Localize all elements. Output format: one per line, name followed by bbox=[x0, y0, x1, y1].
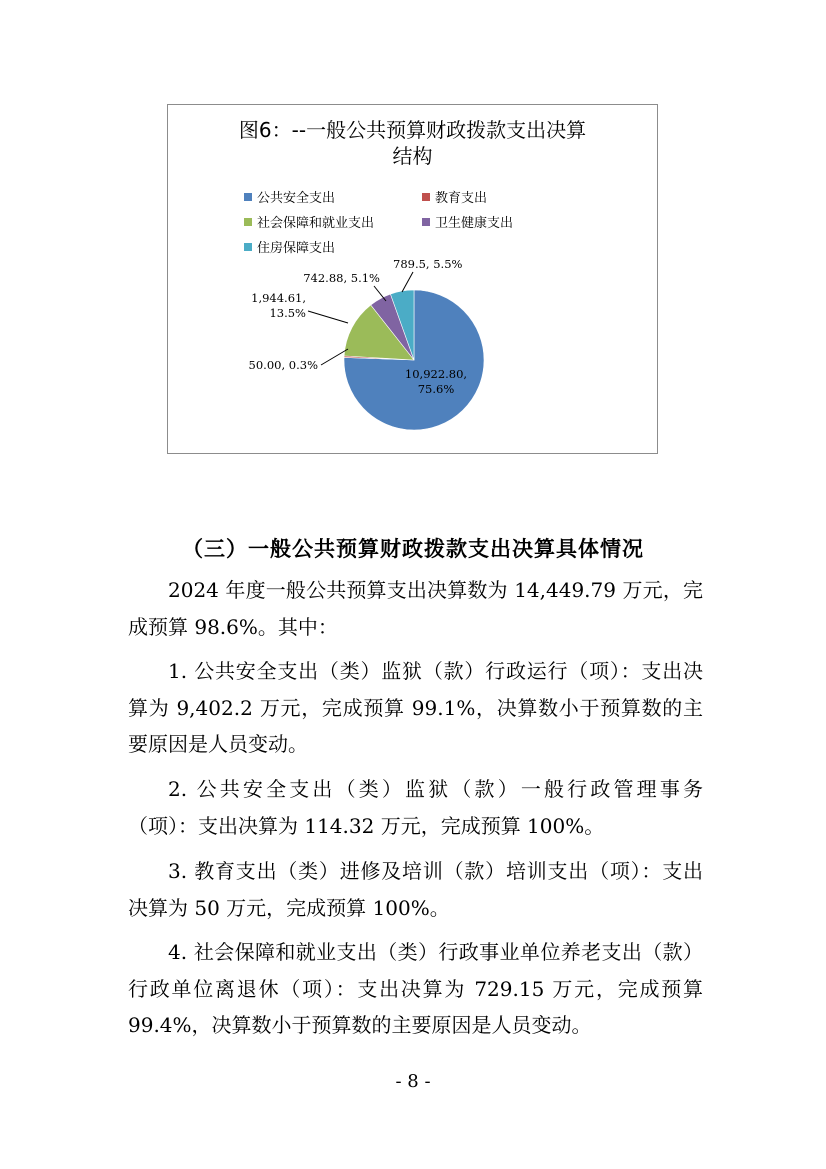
paragraph-item-1: 1. 公共安全支出（类）监狱（款）行政运行（项）：支出决算为 9,402.2 万元，完成预算 99.1%，决算数小于预算数的主要原因是人员变动。 bbox=[128, 659, 703, 756]
page-number: - 8 - bbox=[395, 1071, 431, 1092]
section-heading: （三）一般公共预算财政拨款支出决算具体情况 bbox=[182, 537, 644, 561]
paragraph-item-4: 4. 社会保障和就业支出（类）行政事业单位养老支出（款）行政单位离退休（项）：支出决算为 729.15 万元，完成预算 99.4%，决算数小于预算数的主要原因是人员变动。 bbox=[128, 940, 703, 1037]
paragraph-item-2: 2. 公共安全支出（类）监狱（款）一般行政管理事务（项）：支出决算为 114.32 万元，完成预算 100%。 bbox=[128, 777, 703, 838]
data-label-social-security: 1,944.61, 13.5% bbox=[251, 291, 306, 320]
chart-title-line2: 结构 bbox=[392, 144, 433, 168]
chart-title-line1: 图6：--一般公共预算财政拨款支出决算 bbox=[238, 118, 587, 142]
label-leader-line bbox=[402, 272, 413, 292]
paragraph-summary: 2024 年度一般公共预算支出决算数为 14,449.79 万元，完成预算 98.6%。其中： bbox=[128, 578, 703, 639]
data-label-public-security: 10,922.80, 75.6% bbox=[404, 367, 468, 396]
data-label-education: 50.00, 0.3% bbox=[248, 358, 318, 372]
legend-label: 教育支出 bbox=[435, 191, 488, 206]
pie-chart-frame bbox=[167, 104, 658, 454]
legend-label: 社会保障和就业支出 bbox=[257, 216, 375, 231]
paragraph-item-3: 3. 教育支出（类）进修及培训（款）培训支出（项）：支出决算为 50 万元，完成预算 100%。 bbox=[128, 859, 703, 920]
pie-chart bbox=[168, 105, 657, 453]
legend-label: 住房保障支出 bbox=[257, 241, 336, 256]
legend-label: 卫生健康支出 bbox=[435, 216, 514, 231]
data-label-housing: 789.5, 5.5% bbox=[393, 257, 463, 271]
label-leader-line bbox=[308, 311, 348, 323]
legend-label: 公共安全支出 bbox=[257, 191, 336, 206]
data-label-health: 742.88, 5.1% bbox=[303, 271, 380, 285]
